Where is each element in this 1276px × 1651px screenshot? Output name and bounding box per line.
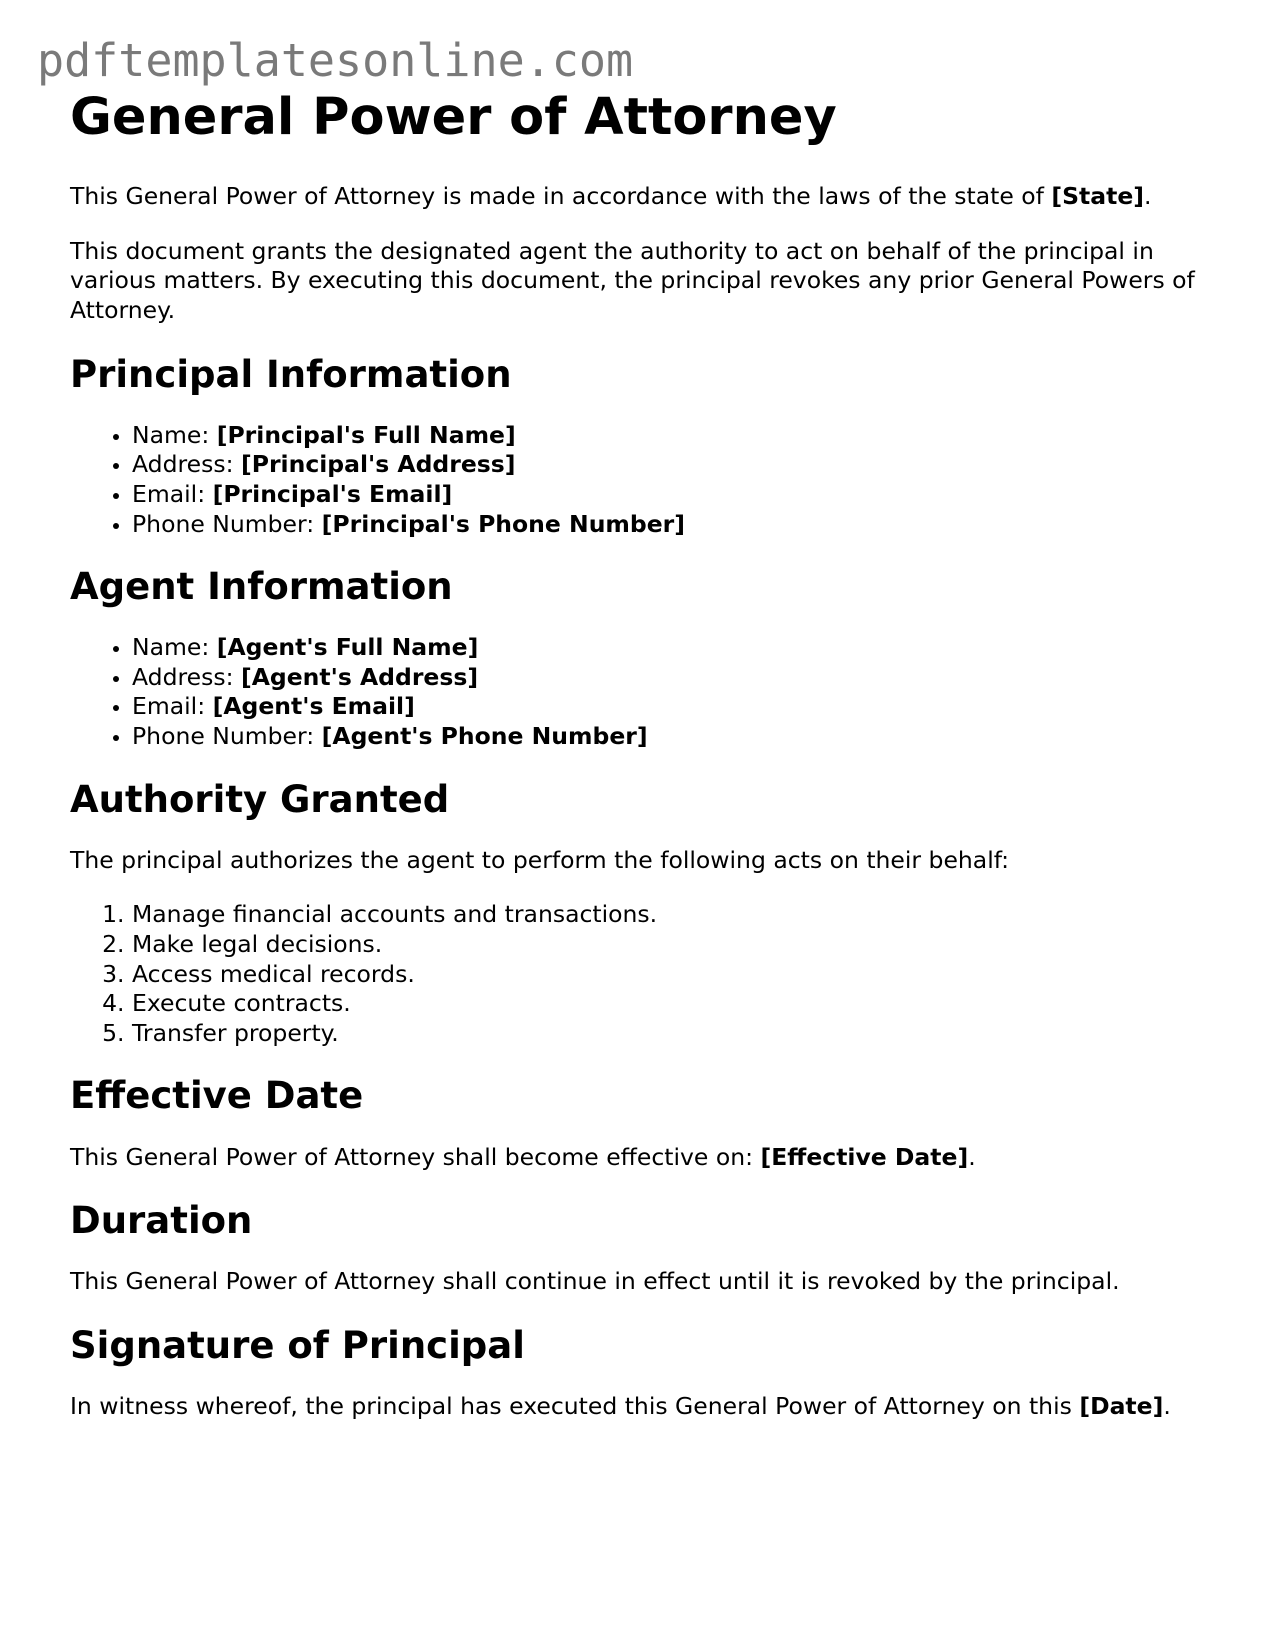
list-item: 2. Make legal decisions. xyxy=(132,930,1220,960)
list-item: • Phone Number: [Agent's Phone Number] xyxy=(132,722,1220,752)
agent-list xyxy=(70,633,1220,751)
list-item: • Email: [Principal's Email] xyxy=(132,480,1220,510)
list-item: • Name: [Agent's Full Name] xyxy=(132,633,1220,663)
list-item: 1. Manage financial accounts and transactions. xyxy=(132,900,1220,930)
agent-phone-value: [Agent's Phone Number] xyxy=(321,722,648,751)
agent-email-value: [Agent's Email] xyxy=(212,692,415,721)
effective-date-heading: Effective Date xyxy=(70,1074,364,1118)
principal-phone-value: [Principal's Phone Number] xyxy=(321,509,685,538)
intro-paragraph-1: This General Power of Attorney is made in accordance with the laws of the state of [State]. xyxy=(70,182,1152,211)
list-item: • Phone Number: [Principal's Phone Number] xyxy=(132,510,1220,540)
duration-paragraph: This General Power of Attorney shall continue in effect until it is revoked by the principal. xyxy=(70,1267,1120,1296)
principal-email-value: [Principal's Email] xyxy=(212,479,453,508)
signature-heading: Signature of Principal xyxy=(70,1323,525,1367)
intro-text: This General Power of Attorney is made in accordance with the laws of the state of xyxy=(70,182,1052,211)
list-item: 5. Transfer property. xyxy=(132,1019,1220,1049)
agent-name-value: [Agent's Full Name] xyxy=(216,633,479,662)
principal-heading: Principal Information xyxy=(70,352,512,396)
agent-address-value: [Agent's Address] xyxy=(240,662,479,691)
signature-paragraph: In witness whereof, the principal has executed this General Power of Attorney on this [Date]. xyxy=(70,1391,1171,1420)
state-placeholder: [State] xyxy=(1051,182,1145,211)
principal-address-value: [Principal's Address] xyxy=(240,450,516,479)
authority-text: The principal authorizes the agent to perform the following acts on their behalf: xyxy=(70,845,1010,874)
duration-heading: Duration xyxy=(70,1199,253,1243)
list-item: • Name: [Principal's Full Name] xyxy=(132,421,1220,451)
list-item: • Address: [Principal's Address] xyxy=(132,450,1220,480)
list-item: • Email: [Agent's Email] xyxy=(132,692,1220,722)
principal-name-value: [Principal's Full Name] xyxy=(216,420,516,449)
signature-date-value: [Date] xyxy=(1079,1391,1164,1420)
list-item: • Address: [Agent's Address] xyxy=(132,663,1220,693)
effective-date-value: [Effective Date] xyxy=(760,1142,969,1171)
agent-heading: Agent Information xyxy=(70,565,453,609)
list-item: 3. Access medical records. xyxy=(132,960,1220,990)
watermark: pdftemplatesonline.com xyxy=(37,34,634,87)
authority-list xyxy=(70,900,1220,1048)
document xyxy=(70,88,1220,1447)
effective-date-paragraph: This General Power of Attorney shall become effective on: [Effective Date]. xyxy=(70,1142,976,1171)
principal-list xyxy=(70,421,1220,539)
intro-paragraph-2: This document grants the designated agent the authority to act on behalf of the principal in various matters. By executing this document, the principal revokes any prior General Powers of Attorney. xyxy=(70,236,1195,324)
document-title: General Power of Attorney xyxy=(70,88,837,147)
authority-heading: Authority Granted xyxy=(70,777,450,821)
list-item: 4. Execute contracts. xyxy=(132,989,1220,1019)
